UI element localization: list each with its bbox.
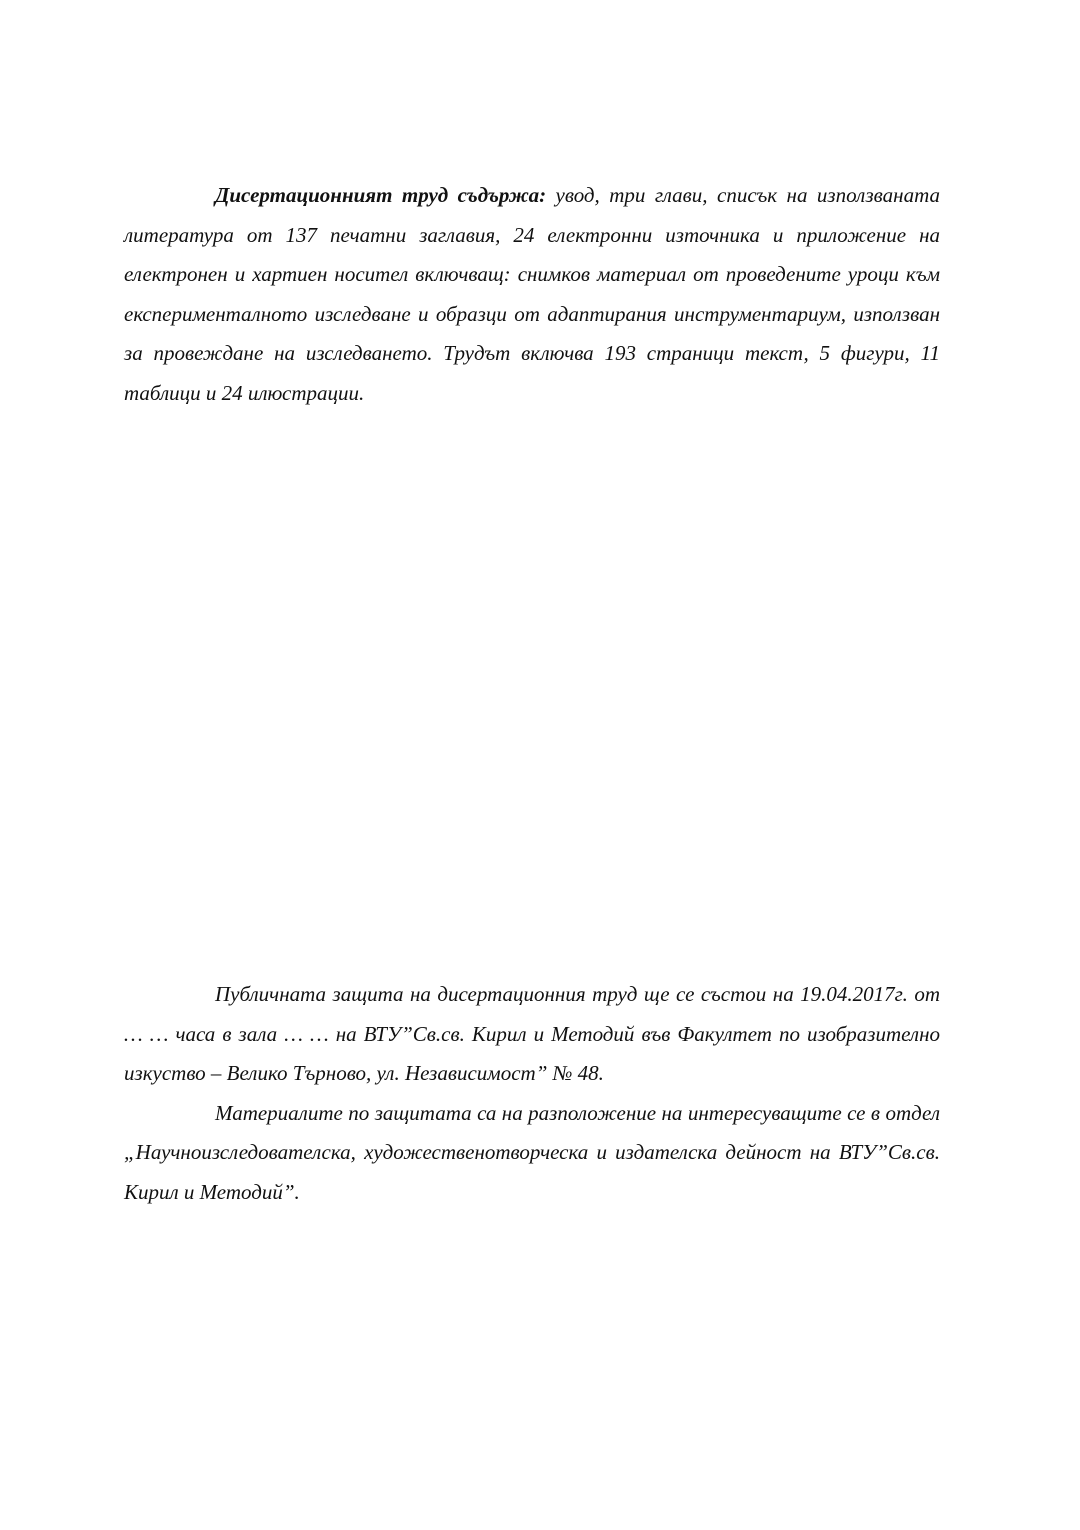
summary-lead: Дисертационният труд съдържа: [215, 183, 547, 207]
summary-section [124, 176, 940, 414]
summary-text: увод, три глави, списък на използваната литература от 137 печатни заглавия, 24 електронни източника и приложение на електронен и хартиен носител включващ: снимков материал от проведените уроци към експерименталното изследване и образци от адаптирания инструментариум, използван за провеждане на изследването. Трудът включва 193 страници текст, 5 фигури, 11 таблици и 24 илюстрации. [124, 183, 940, 405]
defense-section [124, 975, 940, 1213]
defense-paragraph: Публичната защита на дисертационния труд ще се състои на 19.04.2017г. от … … часа в зала … … на ВТУ”Св.св. Кирил и Методий във Факултет по изобразително изкуство – Велико Търново, ул. Независимост” № 48. [124, 982, 940, 1086]
materials-paragraph: Материалите по защитата са на разположение на интересуващите се в отдел „Научноизследователска, художественотворческа и издателска дейност на ВТУ”Св.св. Кирил и Методий”. [124, 1100, 940, 1204]
summary-paragraph [124, 176, 940, 414]
